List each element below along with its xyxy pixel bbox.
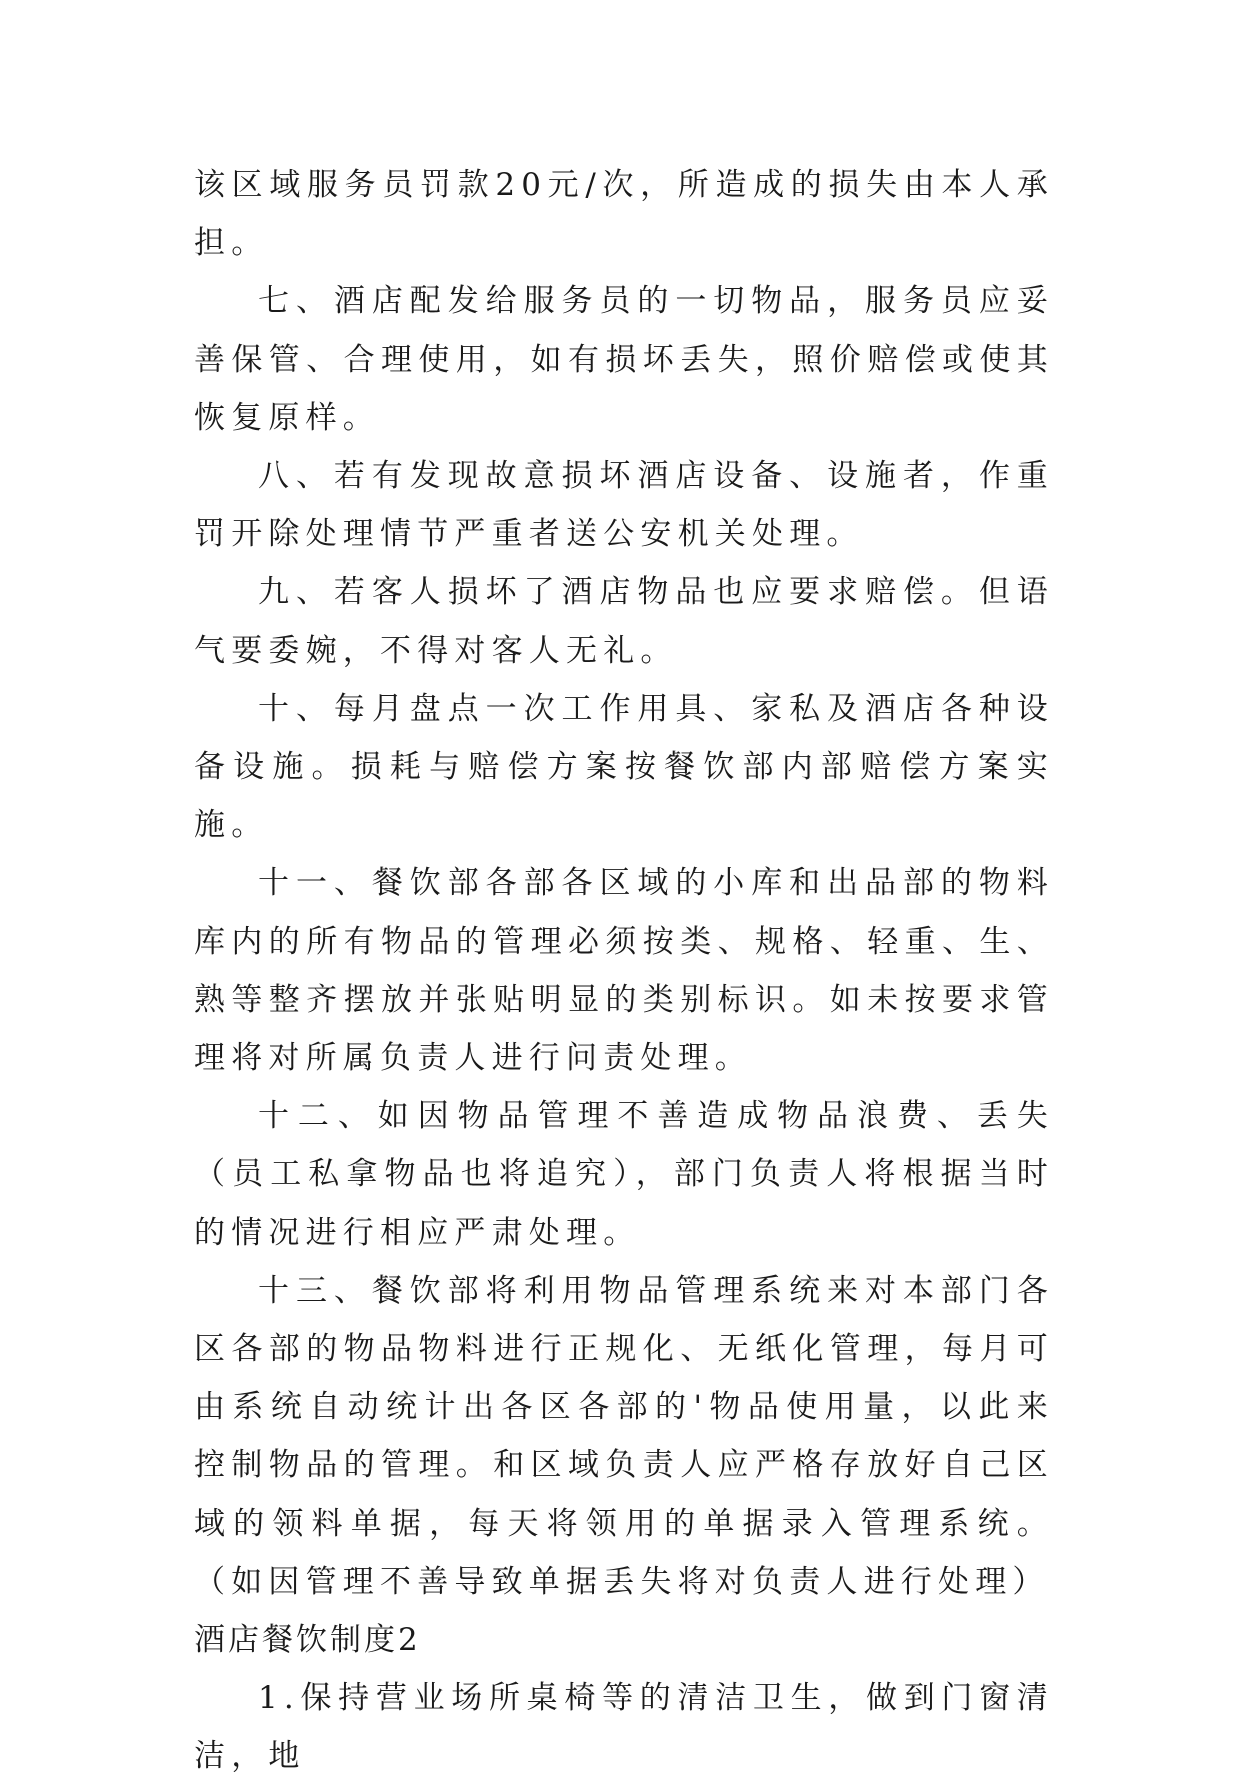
paragraph-9: 九、若客人损坏了酒店物品也应要求赔偿。但语气要委婉，不得对客人无礼。 (194, 574, 1054, 669)
document-body (194, 156, 1054, 1786)
paragraph-13: 十三、餐饮部将利用物品管理系统来对本部门各区各部的物品物料进行正规化、无纸化管理，每月可由系统自动统计出各区各部的'物品使用量，以此来控制物品的管理。和区域负责人应严格存放好自己区域的领料单据，每天将领用的单据录入管理系统。（如因管理不善导致单据丢失将对负责人进行处理） (194, 1272, 1054, 1600)
paragraph-11: 十一、餐饮部各部各区域的小库和出品部的物料库内的所有物品的管理必须按类、规格、轻重、生、熟等整齐摆放并张贴明显的类别标识。如未按要求管理将对所属负责人进行问责处理。 (194, 865, 1054, 1077)
paragraph-1: 该区域服务员罚款20元/次，所造成的损失由本人承担。 (194, 167, 1054, 262)
paragraph-10: 十、每月盘点一次工作用具、家私及酒店各种设备设施。损耗与赔偿方案按餐饮部内部赔偿方案实施。 (194, 690, 1054, 844)
paragraph-8: 八、若有发现故意损坏酒店设备、设施者，作重罚开除处理情节严重者送公安机关处理。 (194, 458, 1054, 553)
section-heading: 酒店餐饮制度2 (194, 1622, 421, 1659)
paragraph-12: 十二、如因物品管理不善造成物品浪费、丢失（员工私拿物品也将追究），部门负责人将根据当时的情况进行相应严肃处理。 (194, 1098, 1054, 1251)
paragraph-7: 七、酒店配发给服务员的一切物品，服务员应妥善保管、合理使用，如有损坏丢失，照价赔偿或使其恢复原样。 (194, 283, 1054, 436)
paragraph-rule-1: 1.保持营业场所桌椅等的清洁卫生，做到门窗清洁，地 (194, 1680, 1054, 1775)
